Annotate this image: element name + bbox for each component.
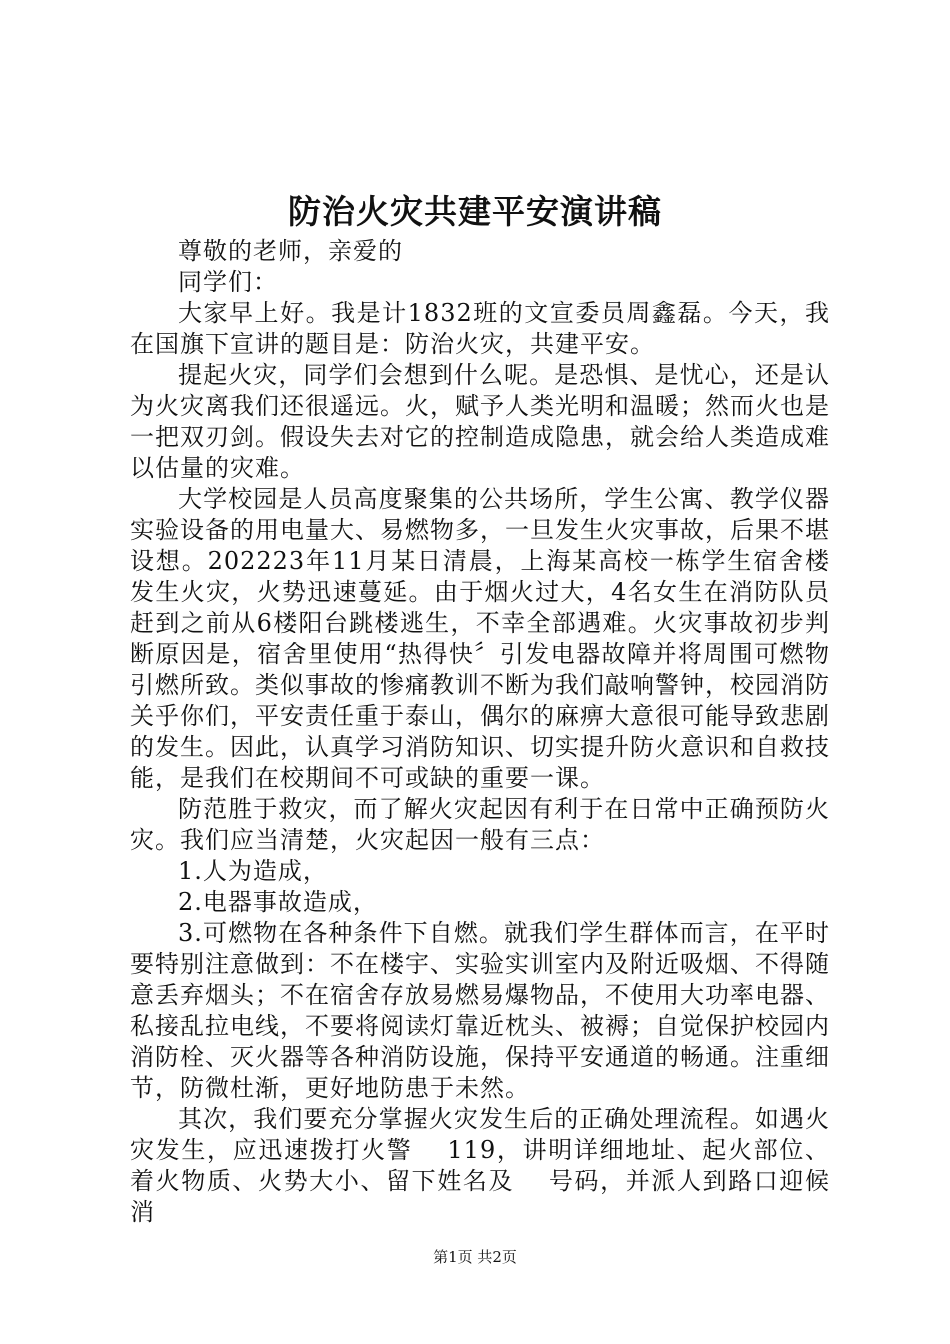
paragraph-response: 其次，我们要充分掌握火灾发生后的正确处理流程。如遇火灾发生，应迅速拨打火警 119，讲明详细地址、起火部位、着火物质、火势大小、留下姓名及 号码，并派人到路口迎候消 [130, 1105, 830, 1226]
list-item-cause-2: 2.电器事故造成， [178, 888, 378, 916]
document-body [130, 236, 830, 1228]
list-item-cause-1: 1.人为造成， [178, 857, 328, 885]
paragraph-campus-case: 大学校园是人员高度聚集的公共场所，学生公寓、教学仪器实验设备的用电量大、易燃物多，一旦发生火灾事故，后果不堪设想。202223年11月某日清晨，上海某高校一栋学生宿舍楼发生火灾，火势迅速蔓延。由于烟火过大，4名女生在消防队员赶到之前从6楼阳台跳楼逃生，不幸全部遇难。火灾事故初步判断原因是，宿舍里使用“热得快〞引发电器故障并将周围可燃物引燃所致。类似事故的惨痛教训不断为我们敲响警钟，校园消防关乎你们，平安责任重于泰山，偶尔的麻痹大意很可能导致悲剧的发生。因此，认真学习消防知识、切实提升防火意识和自救技能，是我们在校期间不可或缺的重要一课。 [130, 485, 830, 792]
paragraph-greeting: 大家早上好。我是计1832班的文宣委员周鑫磊。今天，我在国旗下宣讲的题目是：防治火灾，共建平安。 [130, 299, 830, 358]
paragraph-fire-intro: 提起火灾，同学们会想到什么呢。是恐惧、是忧心，还是认为火灾离我们还很遥远。火，赋予人类光明和温暖；然而火也是一把双刃剑。假设失去对它的控制造成隐患，就会给人类造成难以估量的灾难。 [130, 361, 830, 482]
list-item-cause-3: 3.可燃物在各种条件下自燃。就我们学生群体而言，在平时要特别注意做到：不在楼宇、实验实训室内及附近吸烟、不得随意丢弃烟头；不在宿舍存放易燃易爆物品，不使用大功率电器、私接乱拉电线，不要将阅读灯靠近枕头、被褥；自觉保护校园内消防栓、灭火器等各种消防设施，保持平安通道的畅通。注重细节，防微杜渐，更好地防患于未然。 [130, 919, 830, 1102]
document-title: 防治火灾共建平安演讲稿 [288, 192, 662, 231]
paragraph-prevention: 防范胜于救灾，而了解火灾起因有利于在日常中正确预防火灾。我们应当清楚，火灾起因一般有三点： [130, 795, 830, 854]
paragraph-salutation-1: 尊敬的老师，亲爱的 [178, 237, 403, 265]
paragraph-salutation-2: 同学们： [178, 268, 278, 296]
page-footer: 第1页 共2页 [433, 1248, 517, 1266]
